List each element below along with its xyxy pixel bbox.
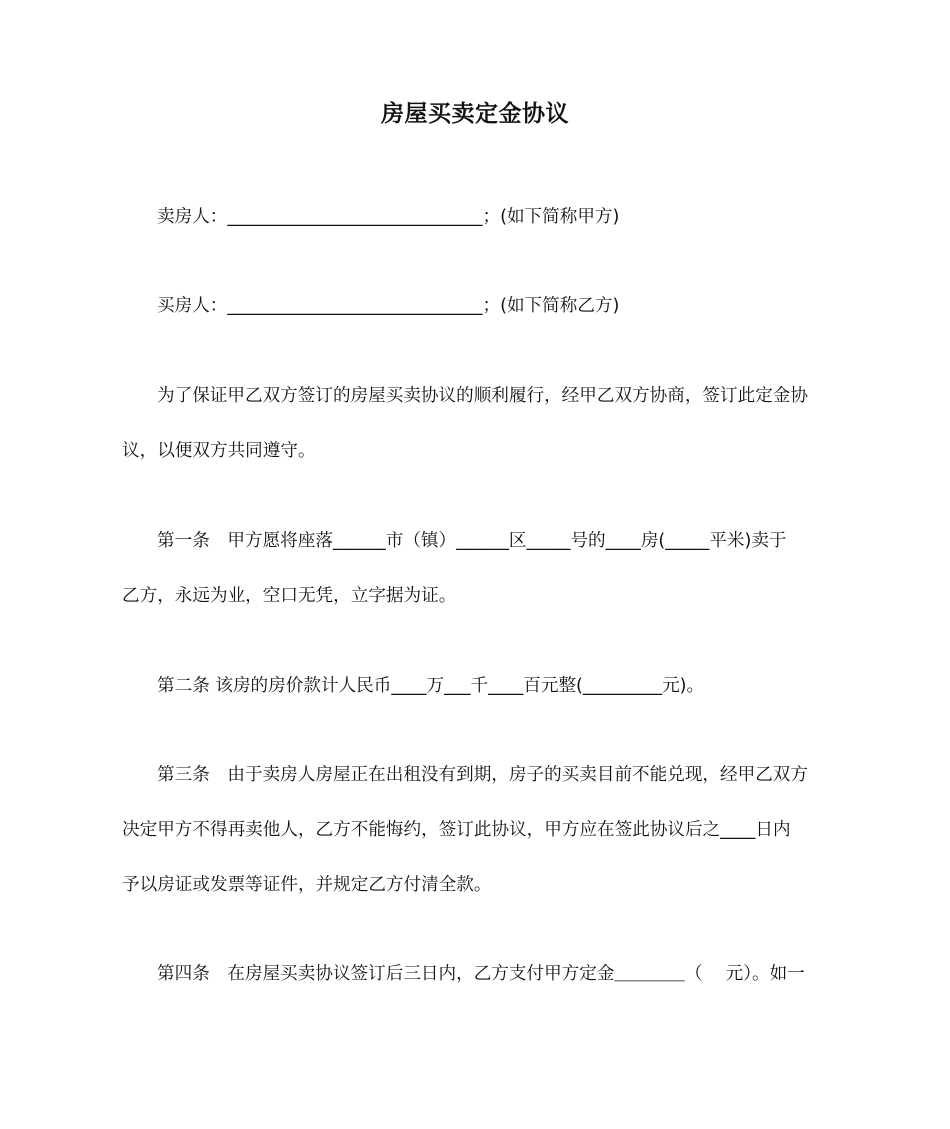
article-1-line-2: 乙方，永远为业，空口无凭，立字据为证。 [122,586,457,606]
seller-line: 卖房人：_____________________________；(如下简称甲方) [157,207,620,227]
document-title: 房屋买卖定金协议 [381,101,569,127]
buyer-line: 买房人：_____________________________；(如下简称乙方) [157,296,620,316]
article-2-line-1: 第二条 该房的房价款计人民币____万___千____百元整(_________元)。 [157,676,705,696]
intro-line-2: 议，以便双方共同遵守。 [122,441,316,461]
intro-line-1: 为了保证甲乙双方签订的房屋买卖协议的顺利履行，经甲乙双方协商，签订此定金协 [157,386,808,406]
article-1-line-1: 第一条 甲方愿将座落______市（镇）______区_____号的____房(_____平米)卖于 [157,531,787,551]
article-4-line-1: 第四条 在房屋买卖协议签订后三日内，乙方支付甲方定金＿＿＿＿（ 元）。如一 [157,964,805,984]
article-3-line-3: 予以房证或发票等证件，并规定乙方付清全款。 [122,875,492,895]
article-3-line-1: 第三条 由于卖房人房屋正在出租没有到期，房子的买卖目前不能兑现，经甲乙双方 [157,765,808,785]
article-3-line-2: 决定甲方不得再卖他人，乙方不能悔约，签订此协议，甲方应在签此协议后之____日内 [122,820,791,840]
